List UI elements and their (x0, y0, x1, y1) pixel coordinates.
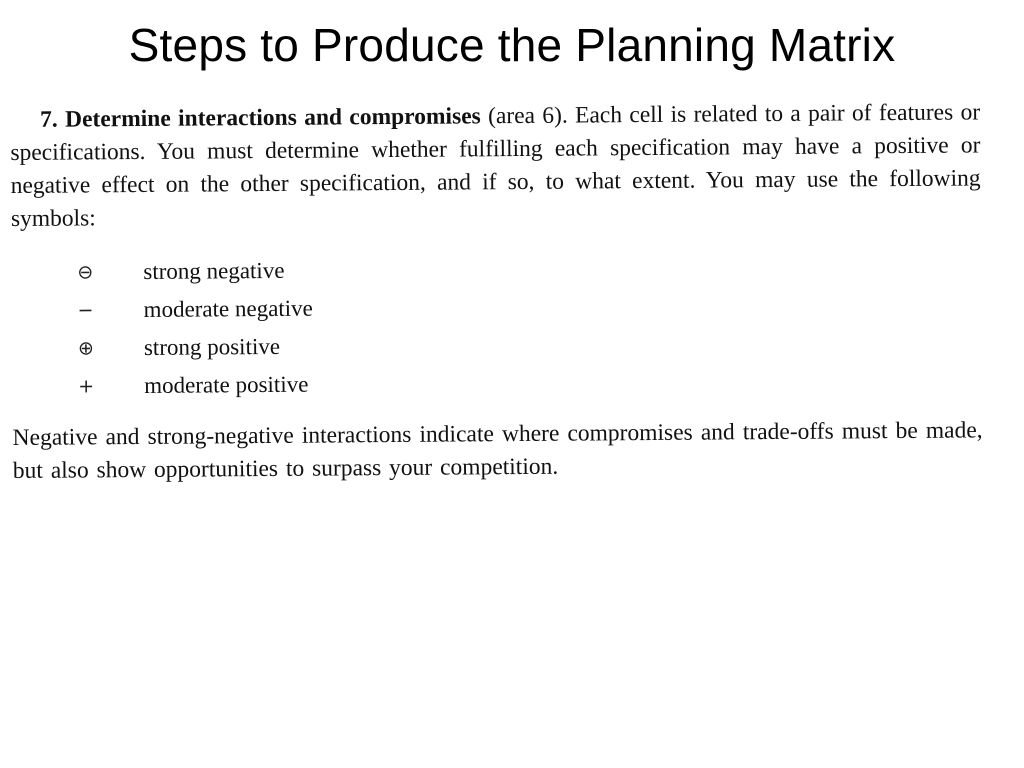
scanned-text-excerpt (10, 96, 983, 488)
step-heading: Determine interactions and compromises (64, 103, 481, 133)
step-number: 7. (40, 106, 58, 133)
symbol-label: moderate positive (144, 371, 309, 398)
plus-icon: + (78, 375, 95, 398)
symbol-list (11, 246, 982, 406)
minus-icon: − (77, 299, 94, 322)
step-paragraph (10, 96, 981, 236)
slide-title: Steps to Produce the Planning Matrix (128, 19, 896, 71)
conclusion-paragraph: Negative and strong-negative interactions indicate where compromises and trade-offs must be made, but also show opportunities to surpass your competition. (12, 417, 983, 484)
symbol-label: moderate negative (143, 295, 313, 322)
symbol-row-moderate-positive (76, 360, 982, 405)
symbol-label: strong negative (143, 257, 285, 284)
circled-minus-icon: ⊖ (77, 261, 94, 284)
circled-plus-icon: ⊕ (77, 337, 94, 360)
step-text: (area 6). Each cell is related to a pair of features or specifications. You must determine whether fulfilling each specification may have a positive or negative effect on the other specification, and if so, to what extent. You may use the following symbols: (10, 99, 981, 232)
symbol-label: strong positive (143, 333, 281, 360)
